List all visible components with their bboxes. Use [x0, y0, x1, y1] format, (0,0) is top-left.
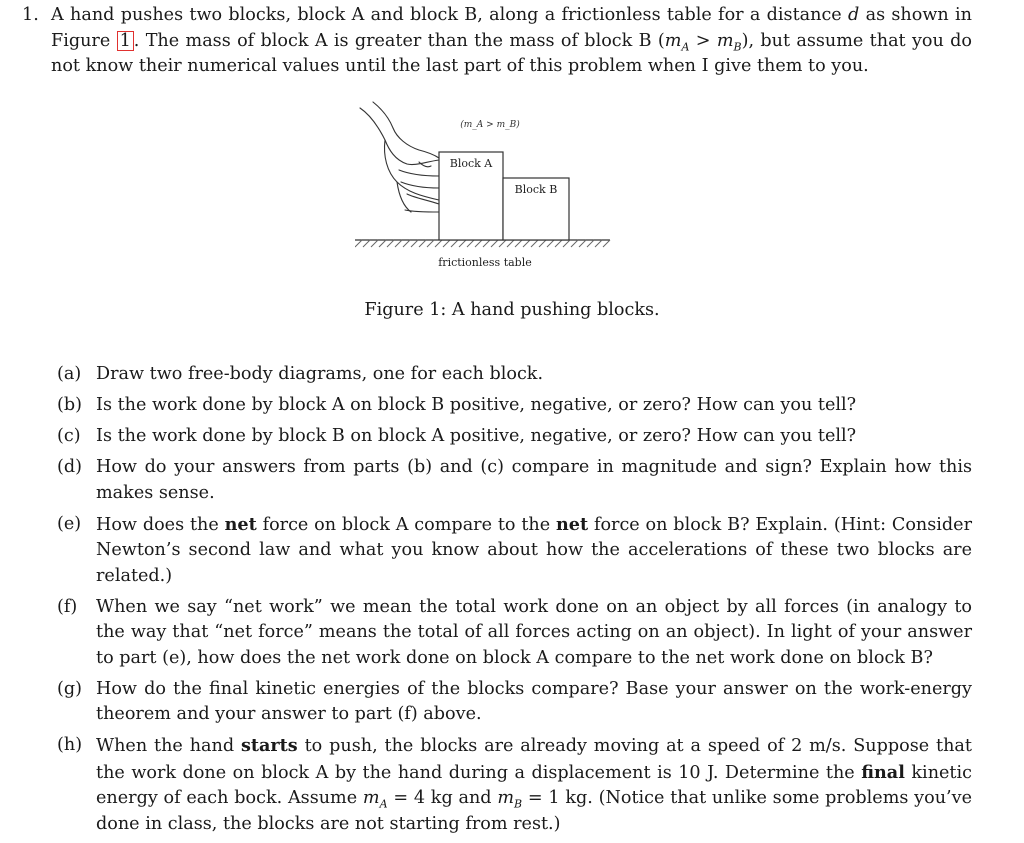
bold-final: final [861, 761, 905, 783]
part-label: (f) [57, 596, 78, 617]
part-text: force on block B? Explain. (Hint: Consider Newton’s second law and what you know about how the accelerations of these two blocks are related.) [96, 514, 972, 586]
part-f [57, 595, 972, 672]
part-text: Draw two free-body diagrams, one for each block. [96, 364, 544, 384]
sub-questions [57, 362, 972, 837]
figure-ref-link[interactable]: 1 [117, 31, 134, 51]
part-text: When the hand [96, 736, 241, 756]
problem-text-4: ), but assume that you do not know their numerical values until the last part of this problem when I give them to you. [51, 30, 973, 76]
table-label: frictionless table [438, 256, 532, 269]
part-b [57, 393, 972, 419]
problem-number: 1. [22, 5, 39, 25]
part-text: When we say “net work” we mean the total work done on an object by all forces (in analogy to the way that “net force” means the total of all forces acting on an object). In light of your answer to part (e), how does the net work done on block A compare to the net work done on block B? [96, 596, 972, 668]
part-e [57, 512, 972, 590]
mass-relation: $m_A > m_B$ [664, 30, 742, 54]
block-a-label: Block A [449, 157, 493, 170]
part-g [57, 677, 972, 728]
part-label: (b) [57, 395, 82, 415]
problem-text-3: . The mass of block A is greater than the mass of block B ( [133, 30, 665, 51]
part-text: How do the final kinetic energies of the blocks compare? Base your answer on the work-energy theorem and your answer to part (f) above. [96, 678, 972, 724]
problem-text [51, 3, 972, 80]
part-text: kinetic energy of each bock. Assume [96, 762, 972, 808]
part-label: (c) [57, 426, 81, 446]
table-hatching [355, 240, 610, 247]
problem-text-1: A hand pushes two blocks, block A and block B, along a frictionless table for a distance [51, 5, 849, 25]
part-text: How does the [96, 514, 225, 535]
part-a [57, 362, 972, 388]
problem-text-2: as shown in Figure [51, 5, 973, 51]
bold-starts: starts [240, 735, 298, 756]
hand-icon [360, 102, 439, 212]
part-label: (a) [57, 364, 82, 384]
figure-caption: Figure 1: A hand pushing blocks. [364, 300, 660, 320]
part-text: . (Notice that unlike some problems you’ve done in class, the blocks are not starting from rest.) [96, 788, 972, 834]
part-label: (d) [57, 457, 82, 477]
figure-hand-pushing-blocks [355, 100, 625, 278]
part-text: Is the work done by block B on block A positive, negative, or zero? How can you tell? [96, 426, 857, 446]
part-text: force on block A compare to the [256, 514, 556, 535]
bold-net-2: net [555, 513, 589, 535]
part-text: and [452, 788, 498, 808]
part-text: Is the work done by block A on block B positive, negative, or zero? How can you tell? [96, 395, 857, 415]
mass-label-fig: (m_A > m_B) [460, 120, 520, 130]
part-h [57, 733, 972, 837]
problem-statement [22, 3, 972, 80]
part-label: (g) [57, 678, 82, 699]
bold-net-1: net [224, 513, 257, 535]
part-d [57, 455, 972, 506]
part-label: (h) [57, 735, 83, 755]
block-b-label: Block B [514, 183, 558, 196]
part-text: to push, the blocks are already moving at a speed of 2 m/s. Suppose that the work done on block A by the hand during a displacement is 10 J. Determine the [96, 736, 972, 783]
part-label: (e) [57, 513, 82, 534]
figure-drawing [355, 100, 625, 278]
mass-b-value: $m_B = 1$ kg [497, 788, 588, 811]
mass-a-value: $m_A = 4$ kg [362, 788, 453, 811]
part-c [57, 424, 972, 450]
part-text: How do your answers from parts (b) and (c) compare in magnitude and sign? Explain how this makes sense. [96, 457, 972, 503]
var-d: d [848, 5, 860, 25]
